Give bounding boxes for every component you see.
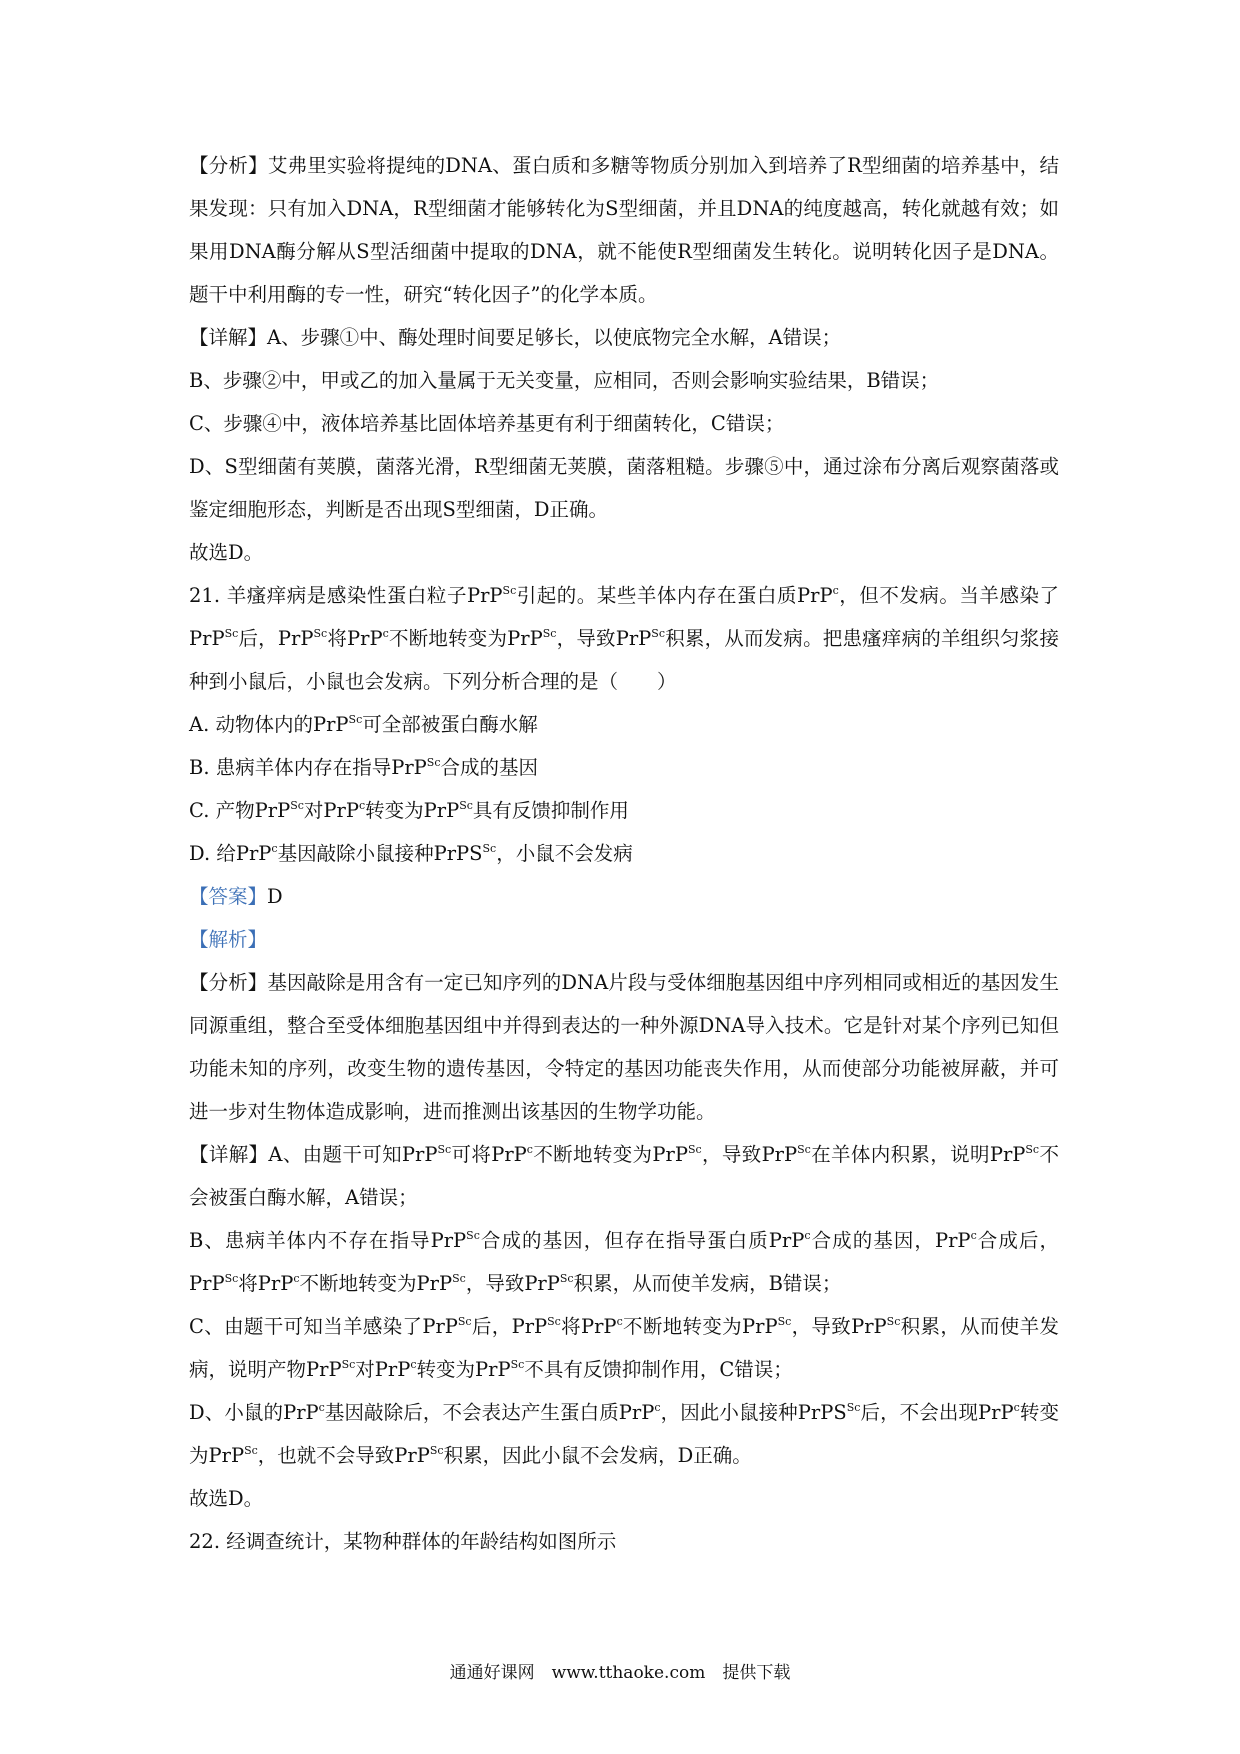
paragraph-p2: 【详解】A、步骤①中、酶处理时间要足够长，以使底物完全水解，A错误；: [189, 326, 842, 349]
page-footer: 通通好课网 www.tthaoke.com 提供下载: [449, 1663, 791, 1683]
paragraph-qd: D. 给PrP$^c$基因敲除小鼠接种PrPS$^{Sc}$，小鼠不会发病: [189, 842, 633, 865]
paragraph-p9: B、患病羊体内不存在指导PrP$^{Sc}$合成的基因，但存在指导蛋白质PrP$^c$合成的基因，PrP$^c$合成后，PrP$^{Sc}$将PrP$^c$不断地转变为PrP$^{Sc}$，导致PrP$^{Sc}$积累，从而使羊发病，B错误；: [189, 1229, 1059, 1295]
paragraph-ans: 【答案】D: [189, 885, 283, 908]
paragraph-q21: 21. 羊瘙痒病是感染性蛋白粒子PrP$^{Sc}$引起的。某些羊体内存在蛋白质PrP$^c$，但不发病。当羊感染了PrP$^{Sc}$后，PrP$^{Sc}$将PrP$^c$不断地转变为PrP$^{Sc}$，导致PrP$^{Sc}$积累，从而发病。把患瘙痒病的羊组织匀浆接种到小鼠后，小鼠也会发病。下列分析合理的是（ ）: [189, 584, 1059, 693]
paragraph-p6: 故选D。: [189, 541, 264, 564]
paragraph-p5: D、S型细菌有荚膜，菌落光滑，R型细菌无荚膜，菌落粗糙。步骤⑤中，通过涂布分离后观察菌落或鉴定细胞形态，判断是否出现S型细菌，D正确。: [189, 455, 1059, 521]
paragraph-p11: D、小鼠的PrP$^c$基因敲除后，不会表达产生蛋白质PrP$^c$，因此小鼠接种PrPS$^{Sc}$后，不会出现PrP$^c$转变为PrP$^{Sc}$，也就不会导致PrP$^{Sc}$积累，因此小鼠不会发病，D正确。: [189, 1401, 1059, 1467]
paragraph-p3: B、步骤②中，甲或乙的加入量属于无关变量，应相同，否则会影响实验结果，B错误；: [189, 369, 940, 392]
paragraph-p7: 【分析】基因敲除是用含有一定已知序列的DNA片段与受体细胞基因组中序列相同或相近的基因发生同源重组，整合至受体细胞基因组中并得到表达的一种外源DNA导入技术。它是针对某个序列已知但功能未知的序列，改变生物的遗传基因，令特定的基因功能丧失作用，从而使部分功能被屏蔽，并可进一步对生物体造成影响，进而推测出该基因的生物学功能。: [189, 971, 1059, 1123]
paragraph-q22: 22. 经调查统计，某物种群体的年龄结构如图所示: [189, 1530, 617, 1553]
paragraph-qc: C. 产物PrP$^{Sc}$对PrP$^c$转变为PrP$^{Sc}$具有反馈抑制作用: [189, 799, 629, 822]
paragraph-p10: C、由题干可知当羊感染了PrP$^{Sc}$后，PrP$^{Sc}$将PrP$^c$不断地转变为PrP$^{Sc}$，导致PrP$^{Sc}$积累，从而使羊发病，说明产物PrP$^{Sc}$对PrP$^c$转变为PrP$^{Sc}$不具有反馈抑制作用，C错误；: [189, 1315, 1059, 1381]
paragraph-p12: 故选D。: [189, 1487, 264, 1510]
paragraph-jx: 【解析】: [189, 928, 268, 951]
paragraph-qa: A. 动物体内的PrP$^{Sc}$可全部被蛋白酶水解: [189, 713, 538, 736]
paragraph-p8: 【详解】A、由题干可知PrP$^{Sc}$可将PrP$^c$不断地转变为PrP$^{Sc}$，导致PrP$^{Sc}$在羊体内积累，说明PrP$^{Sc}$不会被蛋白酶水解，A错误；: [189, 1143, 1059, 1209]
paragraph-qb: B. 患病羊体内存在指导PrP$^{Sc}$合成的基因: [189, 756, 539, 779]
paragraph-p1: 【分析】艾弗里实验将提纯的DNA、蛋白质和多糖等物质分别加入到培养了R型细菌的培养基中，结果发现：只有加入DNA，R型细菌才能够转化为S型细菌，并且DNA的纯度越高，转化就越有效；如果用DNA酶分解从S型活细菌中提取的DNA，就不能使R型细菌发生转化。说明转化因子是DNA。题干中利用酶的专一性，研究“转化因子”的化学本质。: [189, 154, 1059, 306]
document-body: [189, 144, 1059, 1563]
paragraph-p4: C、步骤④中，液体培养基比固体培养基更有利于细菌转化，C错误；: [189, 412, 785, 435]
